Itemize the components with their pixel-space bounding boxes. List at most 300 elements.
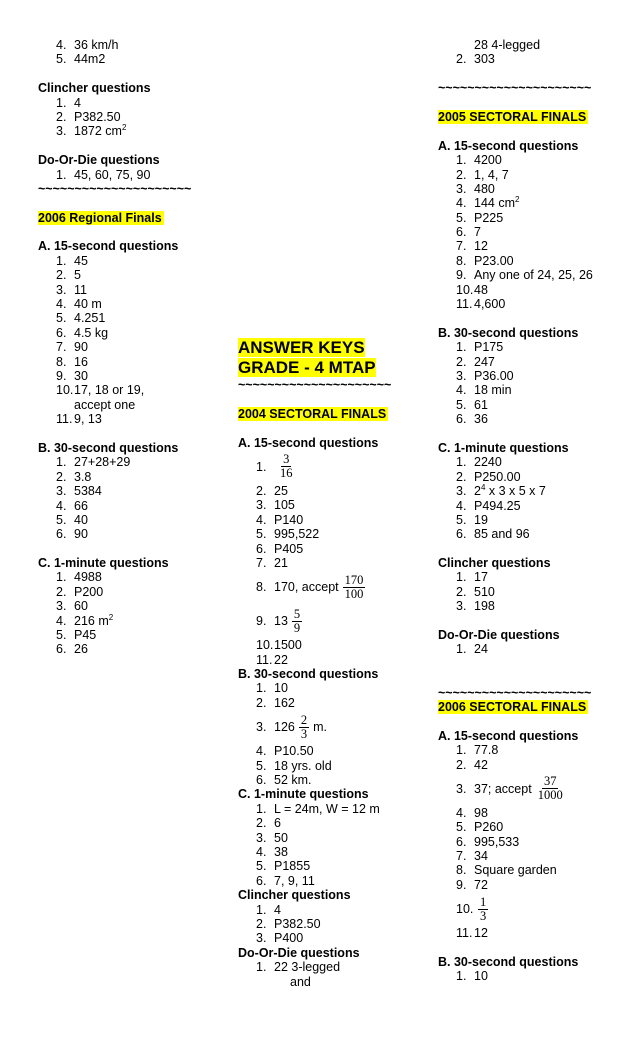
list-item [38, 614, 228, 628]
list-item-fraction [438, 892, 638, 926]
divider-tildes: ~~~~~~~~~~~~~~~~~~~~~ [38, 181, 192, 196]
item-number: 4. [256, 744, 267, 759]
list-item [38, 369, 228, 383]
list-item [438, 297, 638, 311]
list-item [438, 599, 638, 613]
list-item [38, 254, 228, 268]
item-answer: 126 [274, 720, 295, 735]
item-number: 10. [456, 902, 474, 917]
item-number: 2. [56, 109, 67, 124]
item-answer: 1500 [274, 638, 302, 653]
fraction [536, 775, 565, 802]
fraction [299, 714, 309, 741]
superscript: 2 [121, 123, 127, 133]
list-item [438, 239, 638, 253]
item-number: 9. [456, 877, 467, 892]
divider-tildes: ~~~~~~~~~~~~~~~~~~~~~ [238, 378, 392, 392]
item-answer: 16 [74, 354, 88, 369]
list-item [438, 52, 638, 66]
fraction-numerator: 37 [543, 774, 557, 789]
spacer [38, 67, 228, 81]
list-item [238, 681, 428, 695]
list-item-fraction [238, 570, 428, 604]
list-item [438, 455, 638, 469]
item-number: 2. [56, 584, 67, 599]
list-item [438, 268, 638, 282]
item-answer: L = 24m, W = 12 m [274, 801, 380, 816]
fraction-numerator: 5 [293, 606, 301, 621]
divider-tildes: ~~~~~~~~~~~~~~~~~~~~~ [438, 81, 592, 96]
list-item [238, 498, 428, 512]
list-item [38, 599, 228, 613]
item-number: 2. [256, 816, 267, 831]
item-number: 6. [56, 642, 67, 657]
item-number: 8. [56, 354, 67, 369]
item-answer: 480 [474, 181, 495, 196]
list-item-fraction [438, 772, 638, 806]
list-item [438, 398, 638, 412]
item-answer: 45 [74, 253, 88, 268]
list-item [438, 470, 638, 484]
list-item [438, 153, 638, 167]
section-title-row [438, 110, 638, 124]
list-item [438, 254, 638, 268]
list-item [38, 355, 228, 369]
item-number: 5. [456, 397, 467, 412]
item-answer: 48 [474, 282, 488, 297]
list-item [38, 283, 228, 297]
list-item [38, 124, 228, 138]
item-number: 3. [56, 484, 67, 499]
column-middle [238, 338, 428, 989]
item-number: 2. [256, 483, 267, 498]
item-number: 1. [56, 455, 67, 470]
item-answer: 38 [274, 844, 288, 859]
section-heading: Do-Or-Die questions [38, 153, 160, 168]
item-answer: 10 [274, 681, 288, 696]
item-number: 3. [456, 181, 467, 196]
list-item [438, 182, 638, 196]
list-item [438, 484, 638, 498]
item-number: 3. [256, 830, 267, 845]
item-answer: 36 km/h [74, 38, 119, 52]
continuation-text: accept one [74, 397, 136, 412]
title-line-1 [238, 338, 428, 358]
item-answer: 36 [474, 412, 488, 427]
list-item [38, 484, 228, 498]
list-item [438, 969, 638, 983]
item-number: 5. [56, 52, 67, 67]
list-item [238, 527, 428, 541]
item-answer: 26 [74, 642, 88, 657]
item-answer: 72 [474, 877, 488, 892]
item-answer: 90 [74, 527, 88, 542]
fraction-denominator: 16 [280, 466, 293, 481]
fraction [278, 453, 295, 480]
column-left [38, 38, 228, 657]
item-answer: P250.00 [474, 469, 521, 484]
spacer [438, 67, 638, 81]
list-item [438, 527, 638, 541]
item-number: 4. [456, 196, 467, 211]
item-number: 6. [456, 412, 467, 427]
item-number: 1. [256, 459, 267, 474]
spacer [438, 657, 638, 671]
item-number: 4. [56, 498, 67, 513]
spacer [438, 614, 638, 628]
item-number: 11. [56, 412, 73, 427]
item-number: 10. [56, 383, 74, 398]
fraction [343, 574, 366, 601]
list-item [438, 283, 638, 297]
item-number: 5. [56, 628, 67, 643]
item-number: 1. [456, 340, 467, 355]
item-answer: P494.25 [474, 498, 521, 513]
item-answer: 19 [474, 512, 488, 527]
spacer [238, 421, 428, 435]
item-number: 1. [56, 167, 67, 182]
list-item [238, 513, 428, 527]
item-answer: P10.50 [274, 744, 314, 759]
item-number: 4. [456, 805, 467, 820]
list-item [438, 225, 638, 239]
item-number: 9. [56, 368, 67, 383]
item-answer: 5 [74, 268, 81, 283]
list-item [238, 903, 428, 917]
section-heading: Clincher questions [38, 81, 151, 96]
item-answer: 162 [274, 695, 295, 710]
item-answer: 98 [474, 805, 488, 820]
item-number: 7. [256, 555, 267, 570]
fraction [292, 608, 302, 635]
spacer [438, 671, 638, 685]
list-item [38, 470, 228, 484]
section-title-row [238, 407, 428, 421]
item-answer: 1, 4, 7 [474, 167, 509, 182]
item-answer: 12 [474, 926, 488, 941]
title-grade: GRADE - 4 MTAP [238, 358, 376, 377]
item-number: 3. [256, 720, 267, 735]
section-heading: A. 15-second questions [238, 435, 379, 450]
item-answer: 4988 [74, 570, 102, 585]
item-number: 1. [456, 153, 467, 168]
item-number: 5. [256, 527, 267, 542]
item-answer-suffix: m. [313, 720, 327, 735]
item-number: 5. [256, 859, 267, 874]
item-answer: 4.5 kg [74, 325, 109, 340]
item-answer: 17, 18 or 19, [74, 383, 145, 398]
item-answer: 77.8 [474, 743, 499, 758]
section-title-row [438, 700, 638, 714]
spacer [238, 392, 428, 406]
item-answer: P45 [74, 628, 97, 643]
section-heading: A. 15-second questions [438, 138, 579, 153]
item-number: 4. [56, 613, 67, 628]
item-answer: P225 [474, 210, 504, 225]
item-number: 8. [256, 580, 267, 595]
item-answer: 6 [274, 816, 281, 831]
section-heading: Do-Or-Die questions [238, 945, 360, 960]
list-item [238, 542, 428, 556]
item-answer: 85 and 96 [474, 527, 530, 542]
item-number: 9. [256, 614, 267, 629]
item-answer: 24 [474, 642, 488, 657]
item-number: 10. [256, 638, 274, 653]
item-answer: P140 [274, 512, 304, 527]
item-answer: 18 min [474, 383, 512, 398]
column-right [438, 38, 638, 984]
list-item [438, 863, 638, 877]
item-answer: P23.00 [474, 253, 514, 268]
list-item [238, 917, 428, 931]
list-item [438, 926, 638, 940]
item-answer: Square garden [474, 863, 557, 878]
list-item [238, 816, 428, 830]
item-number: 3. [56, 124, 67, 139]
list-item [38, 38, 228, 52]
item-number: 4. [56, 297, 67, 312]
list-item [438, 758, 638, 772]
item-answer: 25 [274, 483, 288, 498]
fraction-denominator: 100 [344, 586, 364, 601]
list-item [38, 52, 228, 66]
item-number: 4. [256, 512, 267, 527]
item-answer: P36.00 [474, 368, 514, 383]
list-item [438, 820, 638, 834]
section-heading: B. 30-second questions [238, 667, 379, 682]
list-item-fraction [238, 604, 428, 638]
list-item [38, 513, 228, 527]
item-answer: 3.8 [74, 469, 92, 484]
list-item [238, 638, 428, 652]
item-number: 6. [456, 527, 467, 542]
item-number: 8. [456, 253, 467, 268]
list-item [238, 744, 428, 758]
item-number: 3. [456, 781, 467, 796]
item-number: 4. [456, 383, 467, 398]
item-number: 1. [256, 960, 267, 975]
list-item [438, 513, 638, 527]
item-answer: 4200 [474, 153, 502, 168]
list-item [438, 835, 638, 849]
item-answer: 42 [474, 757, 488, 772]
list-item [38, 585, 228, 599]
fraction-denominator: 1000 [537, 788, 563, 803]
item-answer: 995,533 [474, 834, 520, 849]
fraction-numerator: 1 [480, 894, 487, 909]
spacer [38, 196, 228, 210]
section-heading: C. 1-minute questions [238, 787, 369, 802]
item-number: 1. [456, 969, 467, 984]
item-number: 10. [456, 282, 474, 297]
item-number: 2. [456, 469, 467, 484]
list-item [38, 326, 228, 340]
section-heading: A. 15-second questions [38, 239, 179, 254]
item-number: 8. [456, 863, 467, 878]
item-answer: 4 [74, 95, 81, 110]
item-number: 2. [456, 757, 467, 772]
item-answer: 34 [474, 849, 488, 864]
list-item [238, 484, 428, 498]
spacer [38, 139, 228, 153]
list-item [438, 412, 638, 426]
list-item [38, 527, 228, 541]
item-answer: 7 [474, 225, 481, 240]
list-item-fraction [238, 450, 428, 484]
item-number: 11. [456, 926, 473, 941]
item-number: 3. [256, 498, 267, 513]
continuation-text: 28 4-legged [474, 38, 541, 52]
list-item [438, 340, 638, 354]
list-item [438, 570, 638, 584]
item-answer: 303 [474, 52, 495, 67]
list-item [38, 628, 228, 642]
item-answer: P260 [474, 820, 504, 835]
item-answer: 4,600 [474, 297, 506, 312]
section-heading: C. 1-minute questions [438, 440, 569, 455]
list-item [238, 653, 428, 667]
list-item [438, 355, 638, 369]
item-number: 6. [256, 773, 267, 788]
item-number: 6. [456, 834, 467, 849]
spacer [38, 542, 228, 556]
item-answer: P175 [474, 340, 504, 355]
spacer [438, 542, 638, 556]
item-answer: 1872 cm [74, 124, 122, 139]
item-number: 4. [456, 498, 467, 513]
list-item [238, 931, 428, 945]
item-answer: P1855 [274, 859, 311, 874]
item-number: 3. [56, 599, 67, 614]
item-answer: P382.50 [274, 916, 321, 931]
list-item [238, 859, 428, 873]
item-answer: 995,522 [274, 527, 320, 542]
item-number: 2. [256, 916, 267, 931]
item-answer: 510 [474, 584, 495, 599]
spacer [438, 714, 638, 728]
item-answer: P405 [274, 541, 304, 556]
item-answer: 12 [474, 239, 488, 254]
item-number: 1. [56, 95, 67, 110]
list-item [38, 570, 228, 584]
item-number: 3. [56, 282, 67, 297]
list-item [438, 211, 638, 225]
item-number: 5. [56, 512, 67, 527]
item-number: 5. [456, 820, 467, 835]
item-answer: 18 yrs. old [274, 758, 332, 773]
item-number: 1. [456, 570, 467, 585]
item-number: 11. [256, 652, 273, 667]
item-answer: 216 m [74, 613, 109, 628]
list-item [238, 831, 428, 845]
item-answer: 44m2 [74, 52, 106, 67]
item-answer: 13 [274, 614, 288, 629]
item-number: 7. [56, 340, 67, 355]
item-number: 1. [456, 743, 467, 758]
list-item [438, 878, 638, 892]
list-item [438, 168, 638, 182]
list-item [38, 383, 228, 397]
item-number: 1. [56, 570, 67, 585]
item-answer: 10 [474, 969, 488, 984]
item-number: 2. [456, 167, 467, 182]
list-item [438, 642, 638, 656]
title-line-2 [238, 358, 428, 378]
list-item [238, 960, 428, 974]
section-heading: B. 30-second questions [438, 325, 579, 340]
item-answer: 27+28+29 [74, 455, 131, 470]
item-answer: 52 km. [274, 773, 312, 788]
item-answer: 37; accept [474, 781, 532, 796]
item-number: 5. [456, 512, 467, 527]
item-number: 6. [56, 527, 67, 542]
item-number: 3. [456, 484, 467, 499]
list-item [438, 585, 638, 599]
spacer [38, 225, 228, 239]
section-heading: Clincher questions [438, 556, 551, 571]
item-answer: 90 [74, 340, 88, 355]
highlighted-section-title: 2006 SECTORAL FINALS [438, 699, 587, 714]
item-answer: P200 [74, 584, 104, 599]
divider-tildes: ~~~~~~~~~~~~~~~~~~~~~ [438, 685, 592, 700]
item-number: 2. [256, 695, 267, 710]
spacer [438, 124, 638, 138]
item-answer: Any one of 24, 25, 26 [474, 268, 593, 283]
highlighted-section-title: 2006 Regional Finals [38, 210, 162, 225]
list-item [238, 759, 428, 773]
list-item [38, 297, 228, 311]
item-answer: 21 [274, 555, 288, 570]
spacer [438, 96, 638, 110]
item-answer: 22 [274, 652, 288, 667]
list-item [438, 806, 638, 820]
list-item [238, 802, 428, 816]
item-number: 6. [256, 873, 267, 888]
item-answer: 144 cm [474, 196, 515, 211]
item-answer: 2240 [474, 455, 502, 470]
item-answer: 66 [74, 498, 88, 513]
item-answer: 5384 [74, 484, 102, 499]
section-heading: C. 1-minute questions [38, 556, 169, 571]
item-answer: 4.251 [74, 311, 106, 326]
item-number: 6. [256, 541, 267, 556]
list-item [38, 168, 228, 182]
list-item [238, 874, 428, 888]
spacer [438, 427, 638, 441]
item-number: 7. [456, 239, 467, 254]
item-answer: 9, 13 [74, 412, 102, 427]
fraction-numerator: 2 [300, 712, 308, 727]
item-number: 5. [56, 311, 67, 326]
list-item [438, 196, 638, 210]
continuation-text: and [290, 974, 311, 989]
item-answer: P382.50 [74, 109, 121, 124]
item-answer: 11 [74, 282, 87, 297]
list-item [438, 849, 638, 863]
item-answer: 61 [474, 397, 488, 412]
spacer [438, 311, 638, 325]
title-answer-keys: ANSWER KEYS [238, 338, 365, 357]
item-answer: 7, 9, 11 [274, 873, 315, 888]
item-answer: 105 [274, 498, 295, 513]
item-answer: 50 [274, 830, 288, 845]
fraction-numerator: 3 [283, 452, 290, 467]
list-item [38, 110, 228, 124]
list-item [38, 311, 228, 325]
item-number: 1. [456, 642, 467, 657]
item-number: 6. [56, 325, 67, 340]
item-answer: 198 [474, 599, 495, 614]
